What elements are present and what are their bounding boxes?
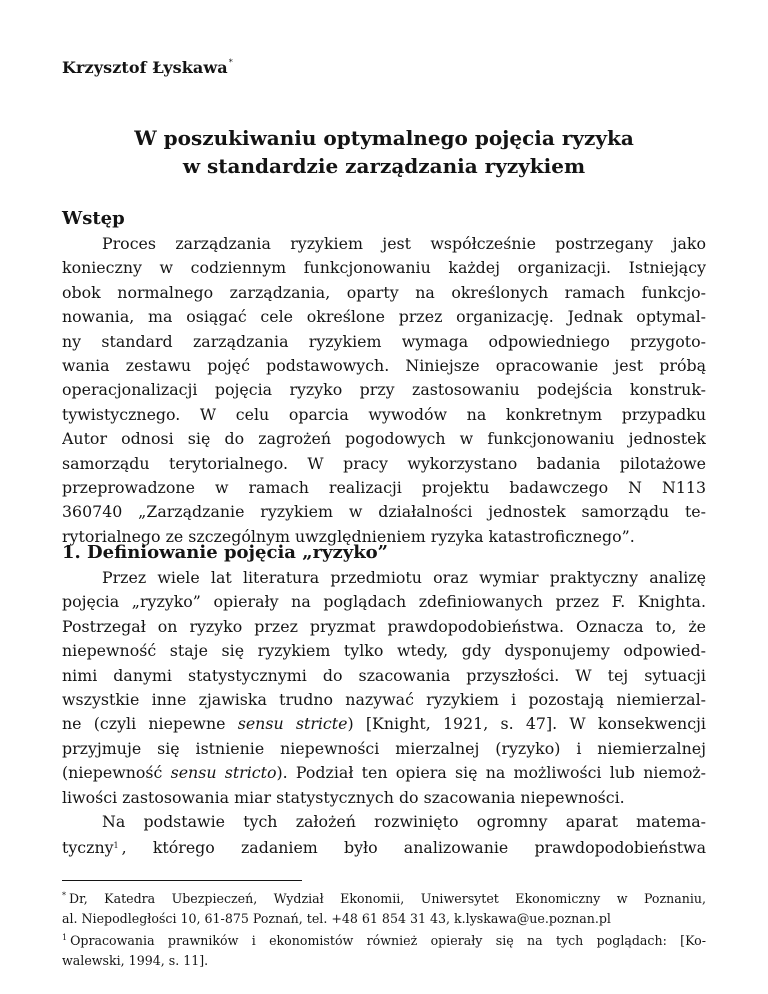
text-line: liwości zastosowania miar statystycznych do szacowania niepewności. <box>62 787 625 807</box>
paper-title <box>62 124 706 180</box>
section-heading-1: 1. Definiowanie pojęcia „ryzyko” <box>62 542 389 563</box>
title-line-1: W poszukiwaniu optymalnego pojęcia ryzyka <box>134 126 634 150</box>
footnote-reference: 1 <box>113 841 119 851</box>
text-line: rytorialnego ze szczególnym uwzględnieniem ryzyka katastroficznego”. <box>62 526 635 546</box>
section-heading-intro: Wstęp <box>62 208 125 229</box>
text-line <box>62 834 706 858</box>
text-run: (niepewność <box>62 763 171 783</box>
text-line: wszystkie inne zjawiska trudno nazywać ryzykiem i pozostają niemierzal- <box>62 689 706 709</box>
text-run: ne (czyli niepewne <box>62 714 238 734</box>
intro-paragraph <box>62 232 706 549</box>
text-line: pojęcia „ryzyko” opierały na poglądach zdefiniowanych przez F. Knighta. <box>62 592 706 612</box>
section1-paragraph-1 <box>62 566 706 810</box>
text-run: , którego zadaniem było analizowanie prawdopodobieństwa <box>121 838 706 858</box>
text-run: tyczny <box>62 838 114 858</box>
section1-paragraph-2 <box>62 810 706 859</box>
text-line <box>62 761 706 785</box>
author-name <box>62 58 233 77</box>
footnotes <box>62 886 706 970</box>
latin-term: sensu stricto <box>170 763 277 783</box>
text-line: Na podstawie tych założeń rozwinięto ogromny aparat matema- <box>102 812 706 831</box>
text-line: przyjmuje się istnienie niepewności mierzalnej (ryzyko) i niemierzalnej <box>62 738 706 758</box>
footnote-line <box>62 886 706 909</box>
author-footnote-mark: * <box>228 58 233 67</box>
footnote-line: walewski, 1994, s. 11]. <box>62 952 209 968</box>
text-line: Przez wiele lat literatura przedmiotu oraz wymiar praktyczny analizę <box>102 568 706 587</box>
text-line: Autor odnosi się do zagrożeń pogodowych w funkcjonowaniu jednostek <box>62 429 706 449</box>
text-line: 360740 „Zarządzanie ryzykiem w działalności jednostek samorządu te- <box>62 502 706 522</box>
text-line <box>62 712 706 736</box>
text-line: obok normalnego zarządzania, oparty na określonych ramach funkcjo- <box>62 282 706 302</box>
text-line: ny standard zarządzania ryzykiem wymaga odpowiedniego przygoto- <box>62 331 706 351</box>
text-line: nowania, ma osiągać cele określone przez organizację. Jednak optymal- <box>62 307 706 327</box>
text-line: niepewność staje się ryzykiem tylko wtedy, gdy dysponujemy odpowied- <box>62 641 706 661</box>
text-line: Proces zarządzania ryzykiem jest współcześnie postrzegany jako <box>102 234 706 253</box>
footnote-text: Opracowania prawników i ekonomistów również opierały się na tych poglądach: [Ko- <box>70 933 706 948</box>
footnote-mark: * <box>62 891 66 900</box>
footnote-mark: 1 <box>62 933 68 942</box>
text-line: samorządu terytorialnego. W pracy wykorzystano badania pilotażowe <box>62 453 706 473</box>
footnote-text: Dr, Katedra Ubezpieczeń, Wydział Ekonomii, Uniwersytet Ekonomiczny w Poznaniu, <box>69 891 706 906</box>
text-line: nimi danymi statystycznymi do szacowania przyszłości. W tej sytuacji <box>62 665 706 685</box>
footnote-divider <box>62 880 302 881</box>
text-line: tywistycznego. W celu oparcia wywodów na konkretnym przypadku <box>62 404 706 424</box>
text-line: Postrzegał on ryzyko przez pryzmat prawdopodobieństwa. Oznacza to, że <box>62 616 706 636</box>
text-line: konieczny w codziennym funkcjonowaniu każdej organizacji. Istniejący <box>62 258 706 278</box>
footnote-line: al. Niepodległości 10, 61-875 Poznań, tel. +48 61 854 31 43, k.lyskawa@ue.poznan.pl <box>62 910 611 926</box>
author-name-text: Krzysztof Łyskawa <box>62 58 228 77</box>
text-line: operacjonalizacji pojęcia ryzyko przy zastosowaniu podejścia konstruk- <box>62 380 706 400</box>
footnote-line <box>62 928 706 951</box>
text-run: ). Podział ten opiera się na możliwości lub niemoż- <box>276 763 706 783</box>
latin-term: sensu stricte <box>237 714 348 734</box>
title-line-2: w standardzie zarządzania ryzykiem <box>182 154 586 178</box>
text-line: wania zestawu pojęć podstawowych. Niniejsze opracowanie jest próbą <box>62 355 706 375</box>
text-run: ) [Knight, 1921, s. 47]. W konsekwencji <box>347 714 706 734</box>
text-line: przeprowadzone w ramach realizacji projektu badawczego N N113 <box>62 477 706 497</box>
